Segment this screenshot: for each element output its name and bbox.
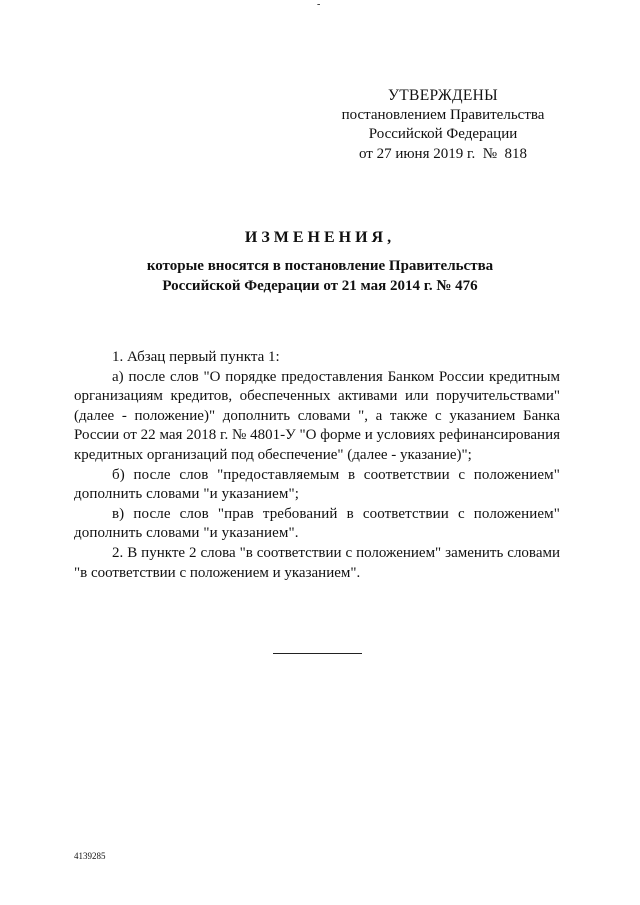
closing-separator-line bbox=[273, 653, 362, 654]
page-mark: - bbox=[317, 0, 321, 10]
document-title: ИЗМЕНЕНИЯ, bbox=[244, 229, 396, 246]
paragraph-subitem-a: а) после слов "О порядке предоставления Банком России кредитным организациям кредитов, обеспеченных активами или поручительствами" (далее - положение)" дополнить словами ", а также с указанием Банка России от 22 мая 2018 г. № 4801-У "О форме и условиях рефинансирования кредитных организаций под обеспечение" (далее - указание)"; bbox=[74, 368, 560, 463]
subtitle-line-2: Российской Федерации от 21 мая 2014 г. № 476 bbox=[162, 277, 478, 294]
paragraph-item-1: 1. Абзац первый пункта 1: bbox=[112, 349, 280, 365]
approval-block bbox=[330, 86, 556, 164]
approval-heading: УТВЕРЖДЕНЫ bbox=[388, 87, 498, 104]
approval-line-3: от 27 июня 2019 г. № 818 bbox=[358, 145, 528, 162]
document-subtitle bbox=[80, 257, 560, 296]
approval-line-1: постановлением Правительства bbox=[341, 106, 545, 123]
paragraph-item-2: 2. В пункте 2 слова "в соответствии с положением" заменить словами "в соответствии с положением и указанием". bbox=[74, 544, 560, 581]
paragraph-subitem-b: б) после слов "предоставляемым в соответствии с положением" дополнить словами "и указанием"; bbox=[74, 466, 560, 503]
approval-line-2: Российской Федерации bbox=[368, 126, 518, 142]
document-code: 4139285 bbox=[74, 851, 106, 861]
subtitle-line-1: которые вносятся в постановление Правительства bbox=[146, 258, 494, 274]
paragraph-subitem-v: в) после слов "прав требований в соответствии с положением" дополнить словами "и указанием". bbox=[74, 505, 560, 542]
document-body bbox=[74, 348, 560, 583]
